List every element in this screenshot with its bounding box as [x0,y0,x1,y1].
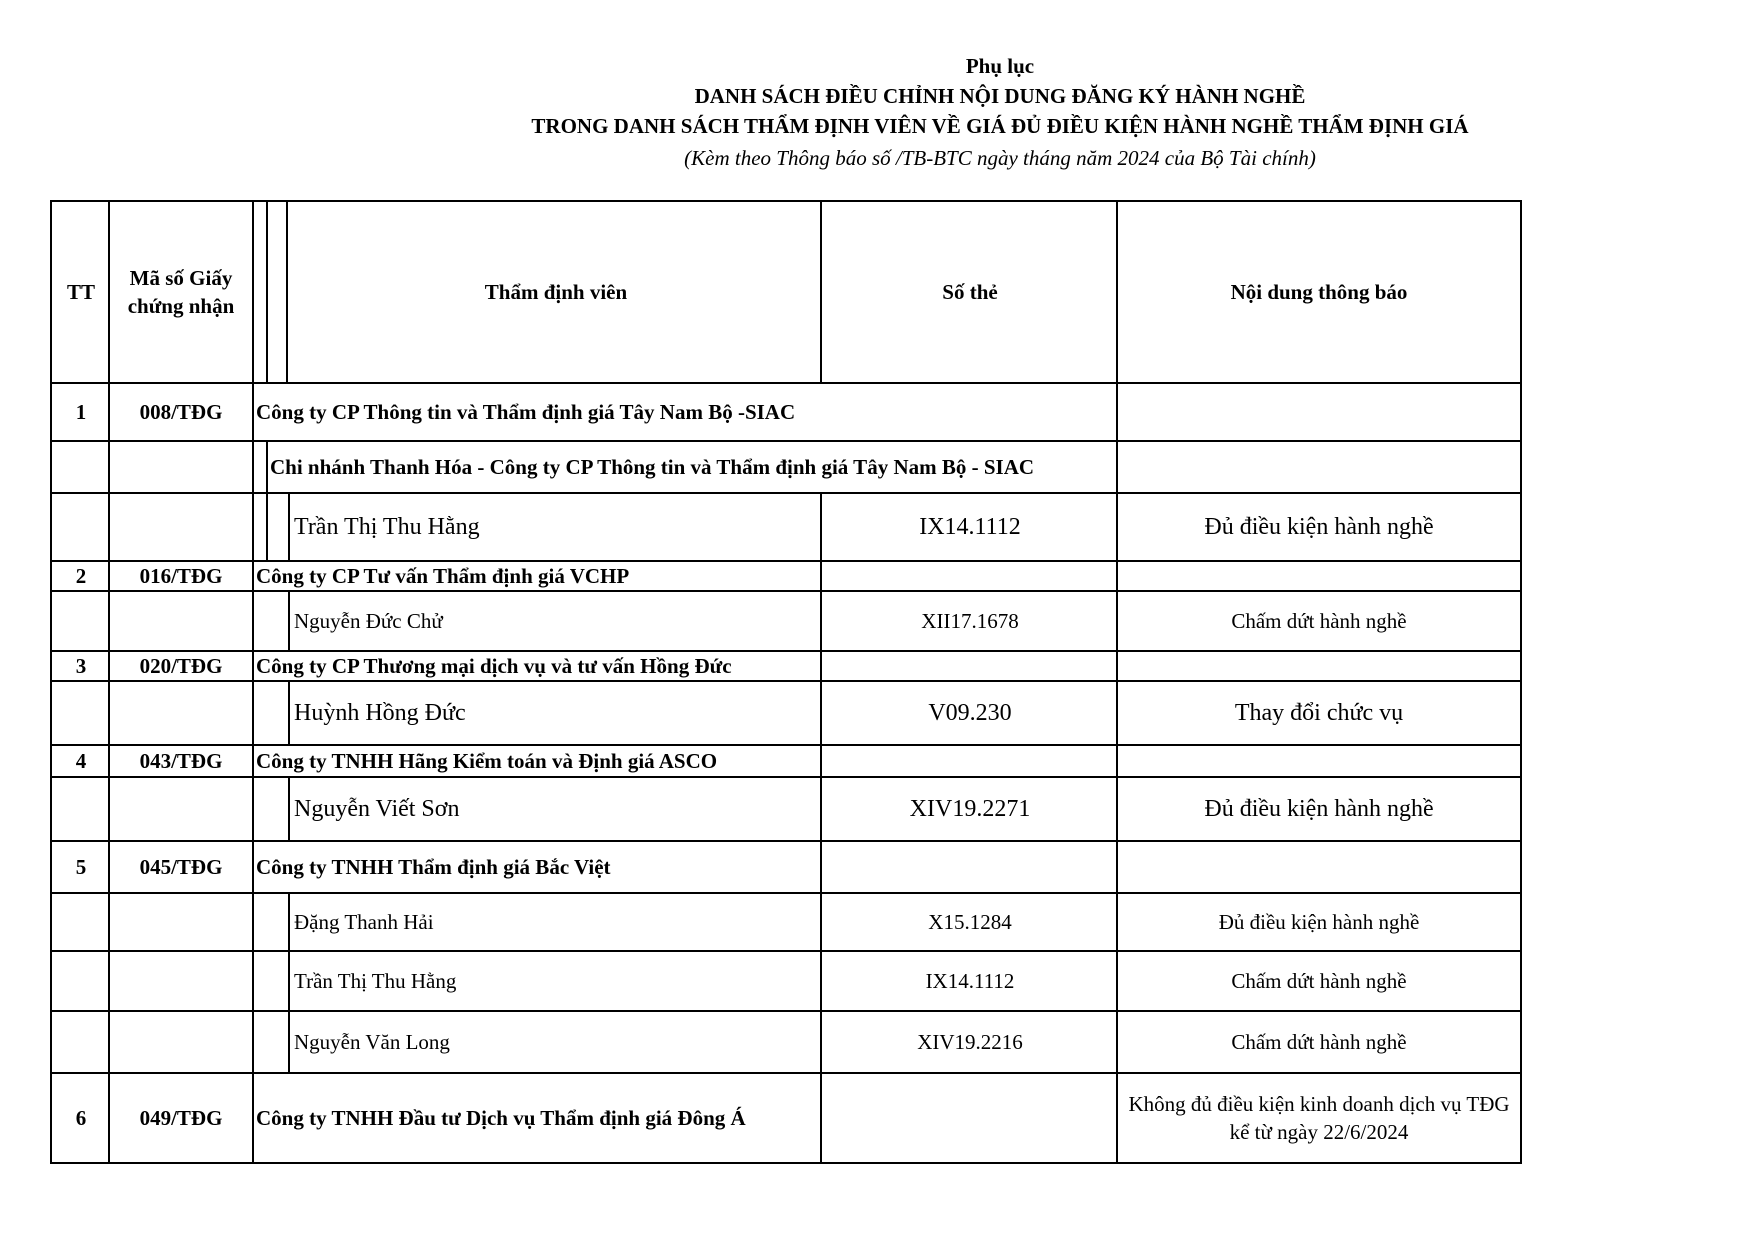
card-number: V09.230 [928,699,1012,726]
col-header-appraiser: Thẩm định viên [484,279,628,304]
row-cert-code: 008/TĐG [139,399,223,424]
company-name: Công ty TNHH Đầu tư Dịch vụ Thẩm định giá Đông Á [256,1105,746,1130]
row-cert-code: 049/TĐG [139,1105,223,1130]
row-cert-code: 043/TĐG [139,748,223,773]
grid-line [286,200,288,382]
appraiser-name: Đặng Thanh Hải [294,909,434,934]
appraiser-name: Nguyễn Văn Long [294,1029,450,1054]
notice-content: Chấm dứt hành nghề [1231,968,1407,993]
company-name: Công ty CP Thương mại dịch vụ và tư vấn Hồng Đức [256,653,732,678]
col-header-notice: Nội dung thông báo [1230,279,1408,304]
grid-line [288,492,290,560]
company-name: Công ty CP Thông tin và Thẩm định giá Tây Nam Bộ -SIAC [256,399,796,424]
grid-line [266,440,268,492]
notice-content: Chấm dứt hành nghề [1231,608,1407,633]
grid-line [1520,200,1522,1164]
card-number: IX14.1112 [919,513,1021,540]
card-number: XIV19.2271 [909,795,1031,822]
document-subtitle: TRONG DANH SÁCH THẨM ĐỊNH VIÊN VỀ GIÁ ĐỦ ĐIỀU KIỆN HÀNH NGHỀ THẨM ĐỊNH GIÁ [531,114,1469,138]
document-reference: (Kèm theo Thông báo số /TB-BTC ngày tháng năm 2024 của Bộ Tài chính) [684,146,1316,170]
company-name: Công ty TNHH Hãng Kiểm toán và Định giá ASCO [256,748,718,773]
notice-content: Không đủ điều kiện kinh doanh dịch vụ TĐG kể từ ngày 22/6/2024 [1128,1092,1510,1144]
grid-line [288,590,290,650]
grid-line [288,776,290,840]
grid-line [288,680,290,744]
notice-content: Thay đổi chức vụ [1234,699,1404,726]
grid-line [50,1162,1522,1164]
appraiser-name: Huỳnh Hồng Đức [294,699,466,726]
col-header-tt: TT [66,279,95,304]
card-number: XIV19.2216 [917,1029,1023,1054]
document-title: DANH SÁCH ĐIỀU CHỈNH NỘI DUNG ĐĂNG KÝ HÀNH NGHỀ [694,84,1306,108]
row-tt: 5 [75,854,87,879]
grid-line [266,200,268,382]
company-name: Công ty CP Tư vấn Thẩm định giá VCHP [256,563,630,588]
row-tt: 6 [75,1105,87,1130]
company-name: Công ty TNHH Thẩm định giá Bắc Việt [256,854,611,879]
grid-line [252,200,254,1164]
grid-line [288,892,290,950]
appraiser-name: Nguyễn Viết Sơn [294,795,460,822]
row-cert-code: 020/TĐG [139,653,223,678]
appraiser-name: Nguyễn Đức Chử [294,608,443,633]
col-header-card: Số thẻ [942,279,998,304]
notice-content: Chấm dứt hành nghề [1231,1029,1407,1054]
grid-line [288,1010,290,1072]
row-cert-code: 045/TĐG [139,854,223,879]
row-tt: 3 [75,653,87,678]
appraiser-name: Trần Thị Thu Hằng [294,968,457,993]
row-cert-code: 016/TĐG [139,563,223,588]
row-tt: 4 [75,748,87,773]
notice-content: Đủ điều kiện hành nghề [1218,909,1420,934]
appraiser-name: Trần Thị Thu Hằng [294,513,480,540]
appendix-label: Phụ lục [965,54,1035,78]
card-number: IX14.1112 [925,968,1015,993]
grid-line [266,492,268,560]
card-number: XII17.1678 [921,608,1019,633]
branch-name: Chi nhánh Thanh Hóa - Công ty CP Thông tin và Thẩm định giá Tây Nam Bộ - SIAC [270,454,1035,479]
grid-line [288,950,290,1010]
card-number: X15.1284 [928,909,1012,934]
row-tt: 1 [75,399,87,424]
notice-content: Đủ điều kiện hành nghề [1204,513,1434,540]
col-header-cert: Mã số Giấy chứng nhận [127,266,235,318]
notice-content: Đủ điều kiện hành nghề [1204,795,1434,822]
row-tt: 2 [75,563,87,588]
